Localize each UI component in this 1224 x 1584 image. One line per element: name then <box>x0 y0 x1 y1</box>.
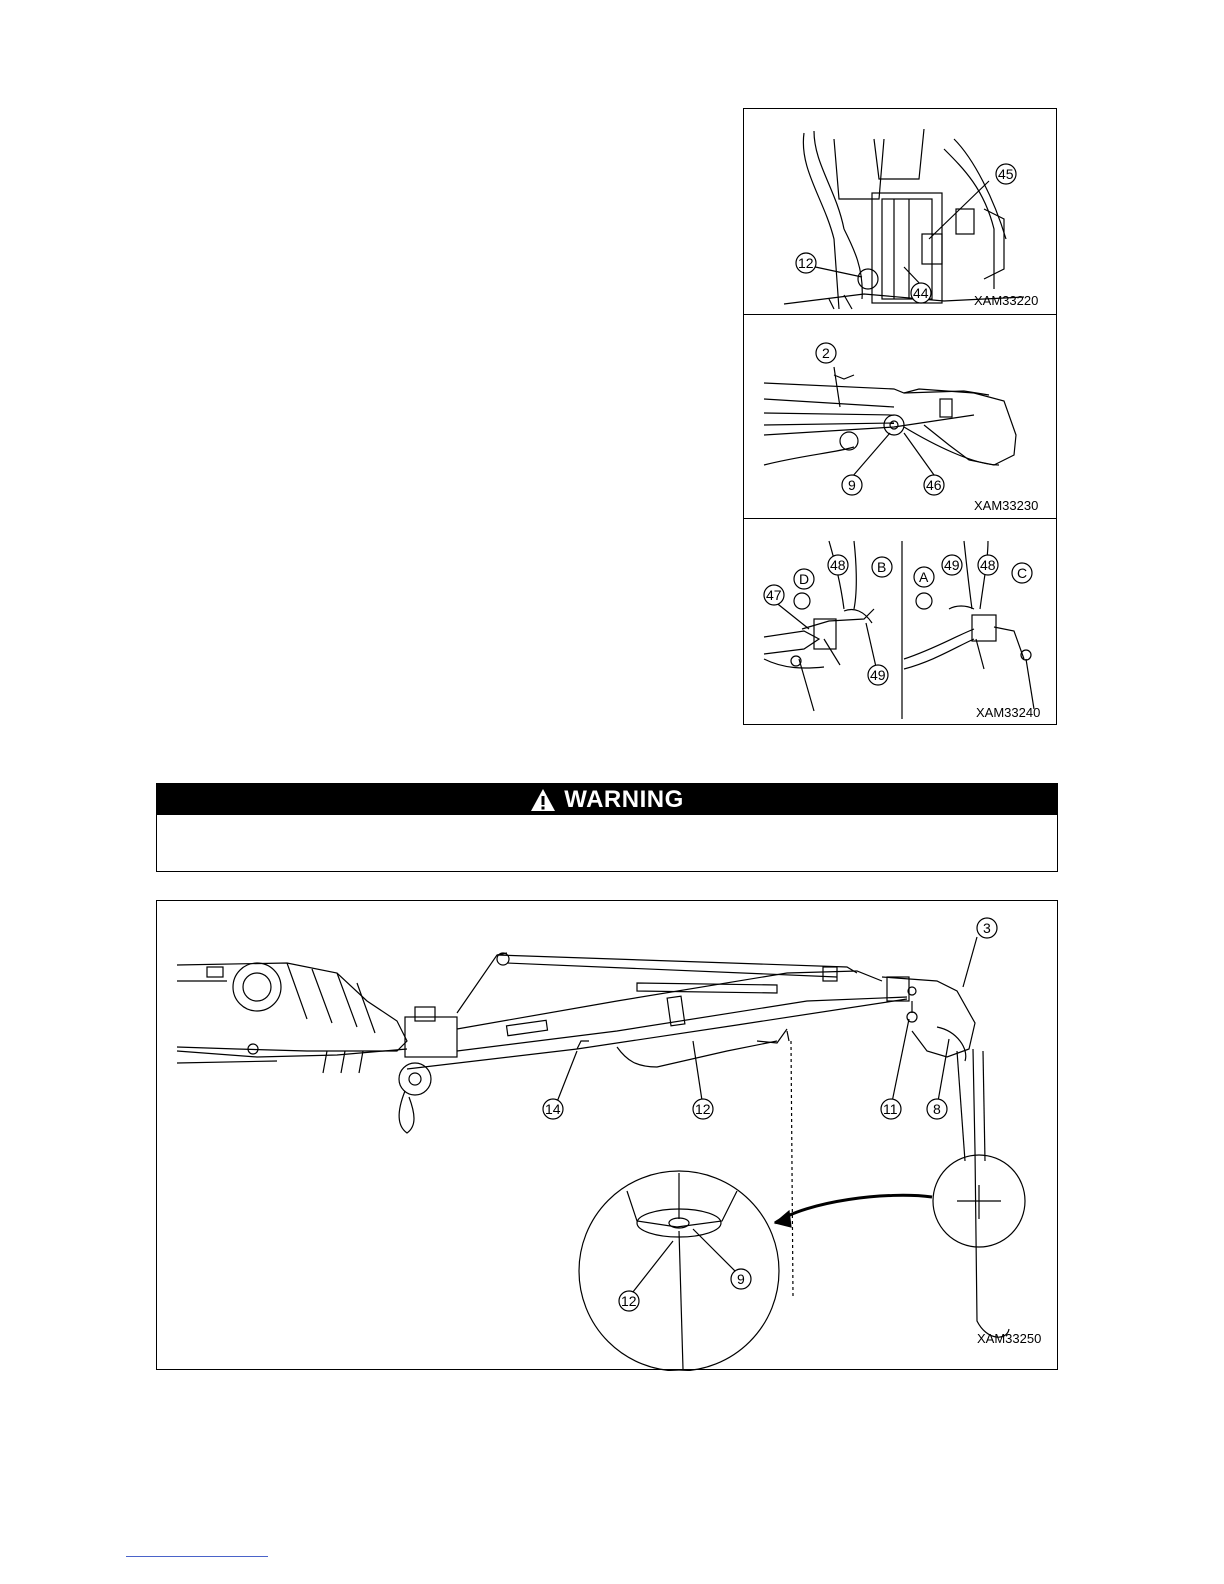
callout-2: 2 <box>822 345 830 361</box>
callout-9-detail: 9 <box>737 1271 745 1287</box>
callout-49-left: 49 <box>870 667 886 683</box>
figure-xam33220 <box>743 108 1057 315</box>
warning-header <box>157 784 1057 815</box>
warning-box <box>156 783 1058 872</box>
figure-xam33230 <box>743 314 1057 519</box>
figure-callouts <box>744 109 1058 316</box>
warning-title: WARNING <box>564 785 684 813</box>
callout-9: 9 <box>848 477 856 493</box>
callout-D: D <box>799 571 810 587</box>
callout-3: 3 <box>983 920 991 936</box>
figure-code: XAM33220 <box>974 293 1039 308</box>
callout-46: 46 <box>926 477 942 493</box>
callout-12: 12 <box>695 1101 711 1117</box>
callout-C: C <box>1017 565 1028 581</box>
warning-body <box>157 815 1057 831</box>
figure-callouts <box>744 315 1058 520</box>
warning-triangle-icon <box>530 788 556 812</box>
figure-xam33240 <box>743 518 1057 725</box>
figure-callouts <box>157 901 1059 1371</box>
figure-code: XAM33230 <box>974 498 1039 513</box>
callout-8: 8 <box>933 1101 941 1117</box>
callout-48-right: 48 <box>980 557 996 573</box>
callout-47: 47 <box>766 587 782 603</box>
callout-B: B <box>877 559 887 575</box>
callout-49-right: 49 <box>944 557 960 573</box>
figure-callouts <box>744 519 1058 726</box>
callout-A: A <box>919 569 929 585</box>
callout-12-detail: 12 <box>621 1293 637 1309</box>
callout-48-left: 48 <box>830 557 846 573</box>
figure-code: XAM33240 <box>976 705 1041 720</box>
figure-code: XAM33250 <box>977 1331 1042 1346</box>
footer-rule <box>126 1556 268 1557</box>
callout-14: 14 <box>545 1101 561 1117</box>
figure-xam33250 <box>156 900 1058 1370</box>
callout-12: 12 <box>798 255 814 271</box>
callout-11: 11 <box>883 1101 898 1117</box>
callout-44: 44 <box>913 285 929 301</box>
callout-45: 45 <box>998 166 1014 182</box>
